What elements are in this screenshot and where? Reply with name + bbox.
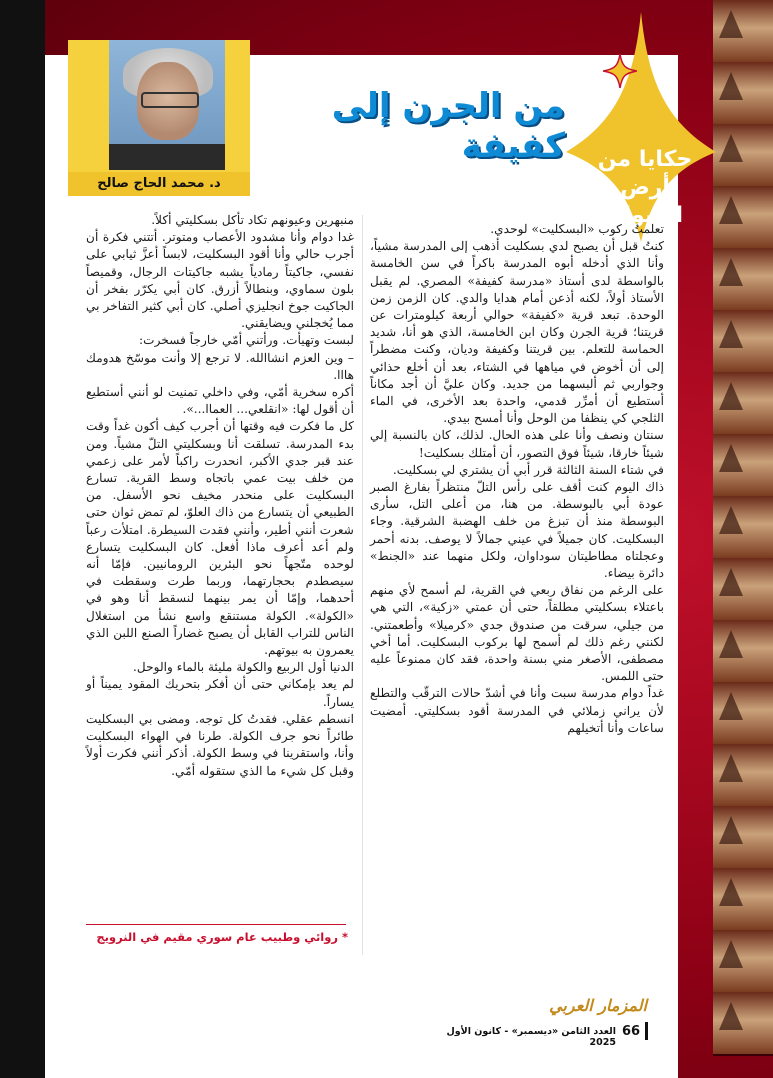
paragraph: سنتان ونصف وأنا على هذه الحال. لذلك، كان بالنسبة إلي شيئاً خارقا، شيئاً فوق التصور، أن أمتلك بسكليت!: [370, 428, 664, 460]
article-title: من الجرن إلى كفيفة: [331, 86, 565, 166]
article-column-right: [370, 221, 664, 951]
footnote-rule: [86, 924, 346, 925]
paragraph: أكره سخرية أمّي، وفي داخلي تمنيت لو أنني أستطيع أن أقول لها: «انقلعي... العماا...».: [86, 385, 354, 417]
paragraph: لم يعد بإمكاني حتى أن أفكر بتحريك المقود يميناً أو يساراً.: [86, 677, 354, 709]
author-portrait-icon: [109, 40, 225, 170]
issue-info: العدد الثامن «ديسمبر» - كانون الأول 2025: [446, 1026, 616, 1048]
column-divider: [362, 215, 363, 955]
left-dark-frame: [0, 0, 45, 1078]
paragraph: غدا دوام وأنا مشدود الأعصاب ومتوتر. أتتني فكرة أن أجرب حالي وأنا أقود البسكليت، لابساً أعزَّ ثيابي على نفسي، جاكيتاً رمادياً يشبه جاكيتات الرجال، وقميصاً بلون سماوي، وبنطالاً أزرق. كان أبي يكرّر بفخر أن الجاكيت جوخ انجليزي أصلي. كان أبي كثير التفاخر بي مما يُخجلني ويضايقني.: [86, 230, 354, 331]
paragraph: ذاك اليوم كنت أقف على رأس التلّ منتظراً بفارغ الصبر عودة أبي بالبوسطة. من هنا، من أعلى التل، سأرى البوسطة منذ أن تبزغ من خلف الهضبة الشرقية. وجاء البسكليت. كان جميلاً في عيني جمالاً لا يوصف. بدنه أحمر وعجلتاه مطاطيتان سوداوان، ولكل منهما عند «الجنط» دائرة بيضاء.: [370, 480, 664, 581]
side-photo-strip: [713, 0, 773, 1078]
paragraph: الدنيا أول الربيع والكولة مليئة بالماء والوحل.: [133, 660, 354, 675]
paragraph: انسطم عقلي. فقدتُ كل توجه. ومضى بي البسكليت طائراً نحو جرف الكولة. طرنا في الهواء البسكليت وأنا، واستقرينا في وسط الكولة. أذكر أنني فكرت أولاً وقبل كل شيء ما الذي ستقوله أمّي.: [86, 711, 354, 778]
magazine-logo: المزمار العربي: [549, 996, 647, 1015]
author-footnote: * روائي وطبيب عام سوري مقيم في النرويج: [96, 930, 348, 944]
paragraph: – وين العزم انشاالله. لا ترجع إلا وأنت موسّخ هدومك هااا.: [86, 350, 354, 382]
paragraph: تعلمتُ ركوب «البسكليت» لوحدي.: [490, 222, 664, 236]
sparkle-icon: [603, 54, 637, 88]
paragraph: منبهرين وعيونهم تكاد تأكل بسكليتي أكلاً.: [151, 213, 354, 227]
page-number: 66: [621, 1024, 641, 1039]
paragraph: كل ما فكرت فيه وقتها أن أجرب كيف أكون غداً وقت بدء المدرسة. تسلقت أنا وبسكليتي التلّ مشياً. ومن عند قبر جدي الأكبر، انحدرت راكباً لأمر على زعمي من خلف بيت عمي باتجاه وسط القرية. تسارع البسكليت على منحدر مخيف نحو الأسفل. من الطبيعي أن يتسارع من ذاك العلوّ، لم تمض ثوان حتى شعرت أنني أطير، وأنني فقدت السيطرة. امتلأت رعباً ولم أعد أعرف ماذا أفعل. كان البسكليت يتسارع لوحده متّجهاً نحو البئرين الرومانيين. فإمّا أنه سيصطدم بحجارتهما، وربما طرت وسقطت في أحدهما، وإمّا أن يمر بينهما لنسقط أنا وهو في «الكولة». الكولة مستنقع واسع نشأ من استغلال الناس للتراب القابل أن يصبح غضاراً الصنع اللبن الذي يعمرون به بيوتهم.: [86, 419, 354, 658]
paragraph: في شتاء السنة الثالثة قرر أبي أن يشتري لي بسكليت.: [392, 462, 664, 477]
paragraph: كنتُ قبل أن يصبح لدي بسكليت أذهب إلى المدرسة مشياً، وأنا الذي أدخله أبوه المدرسة باكراً في سن الخامسة بالواسطة لدى أستاذ «مدرسة كفيفة» المصري. لم يقبل الأستاذ أولاً، لكنه أذعن أمام هدايا والدي. كان الزمن زمن الوحدة. تبعد قرية «كفيفة» حوالي أربعة كيلومترات عن قريتنا؛ قرية الجرن وكان ابن الخامسة، الذي هو أنا، شديد الحماسة للتعلم. بين قريتنا وكفيفة وديان، وكنت مضطراً إلى أن أخوض في مياهها في الشتاء، بعد أن أخلع حذائي وجواربي ثم ألبسهما من جديد. وكان عليَّ أن أجد مكاناً أستطيع أن أمرِّر قدمي، واحدة بعد الأخرى، في الماء الثلجي كي ينظفا من الوحل وأنا أمسح بيدي.: [370, 239, 664, 426]
paragraph: غداً دوام مدرسة سبت وأنا في أشدّ حالات الترقّب والتطلع لأن يراني زملائي في المدرسة أقود بسكليتي. أمضيت ساعات وأنا أتخيلهم: [370, 686, 664, 735]
author-name: د. محمد الحاج صالح: [68, 172, 250, 196]
series-subtitle: حكايا من أرض الشوايا: [597, 147, 693, 228]
paragraph: على الرغم من نفاق ربعي في القرية، لم أسمح لأي منهم باعتلاء بسكليتي مطلقاً، حتى أن عمتي «زكية»، التي هي من جيلي، سرقت من صندوق جدي «كرميلا» وأطعمتني. لكنني رغم ذلك لم أسمح لها بركوب البسكليت. أما أخي مصطفى، الأصغر مني بسنة واحدة، فقد كان ممنوعاً عليه حتى اللمس.: [370, 583, 664, 684]
article-column-left: [86, 212, 354, 912]
page-number-bar: [645, 1022, 648, 1040]
paragraph: لبست وتهيأت. ورأتني أمّي خارجاً فسخرت:: [139, 333, 354, 348]
